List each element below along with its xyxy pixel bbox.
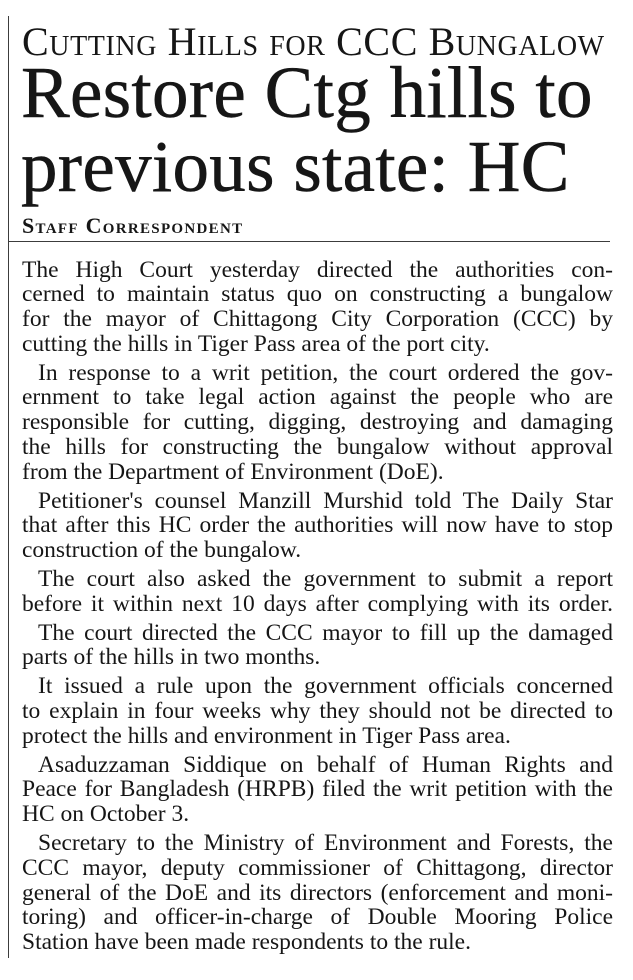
left-column-rule [8, 16, 9, 958]
body-line: The court also asked the government to submit a report [38, 566, 613, 593]
body-line: that after this HC order the authorities will now have to stop [22, 512, 613, 539]
body-line: ernment to take legal action against the people who are [22, 384, 613, 411]
byline: Staff Correspondent [22, 213, 244, 238]
body-line: toring) and officer-in-charge of Double Mooring Police [22, 904, 613, 931]
body-line: responsible for cutting, digging, destroying and damaging [22, 409, 613, 436]
body-line: HC on October 3. [22, 801, 190, 828]
body-line: Secretary to the Ministry of Environment and Forests, the [38, 830, 613, 857]
headline [21, 52, 593, 207]
body-line: The court directed the CCC mayor to fill up the damaged [38, 619, 613, 646]
body-line: before it within next 10 days after complying with its order. [22, 590, 613, 617]
body-line: parts of the hills in two months. [22, 644, 321, 671]
byline-rule [8, 241, 610, 242]
body-line: Petitioner's counsel Manzill Murshid told The Daily Star [38, 487, 613, 514]
article-body [22, 258, 613, 956]
body-line: to explain in four weeks why they should not be directed to [22, 698, 613, 725]
paragraph [22, 674, 613, 748]
body-line: cerned to maintain status quo on constructing a bungalow [22, 281, 613, 308]
kicker: Cutting Hills for CCC Bungalow [22, 19, 605, 64]
paragraph [22, 621, 613, 671]
body-line: the hills for constructing the bungalow without approval [22, 434, 613, 461]
paragraph [22, 489, 613, 563]
body-line: Station have been made respondents to the rule. [22, 929, 471, 956]
body-line: The High Court yesterday directed the authorities con- [22, 256, 613, 283]
body-line: for the mayor of Chittagong City Corporation (CCC) by [22, 306, 613, 333]
body-line: CCC mayor, deputy commissioner of Chittagong, director [22, 854, 613, 881]
headline-line-2: previous state: HC [21, 126, 570, 207]
paragraph [22, 258, 613, 357]
body-line: from the Department of Environment (DoE). [22, 458, 444, 485]
paragraph [22, 567, 613, 617]
paragraph [22, 831, 613, 955]
body-line: construction of the bungalow. [22, 537, 302, 564]
body-line: general of the DoE and its directors (enforcement and moni- [22, 879, 613, 906]
body-line: protect the hills and environment in Tiger Pass area. [22, 722, 511, 749]
body-line: cutting the hills in Tiger Pass area of the port city. [22, 330, 490, 357]
paragraph [22, 753, 613, 827]
body-line: It issued a rule upon the government officials concerned [38, 673, 613, 700]
body-line: In response to a writ petition, the court ordered the gov- [38, 359, 613, 386]
body-line: Peace for Bangladesh (HRPB) filed the writ petition with the [22, 776, 613, 803]
paragraph [22, 361, 613, 485]
headline-line-1: Restore Ctg hills to [21, 52, 593, 133]
body-line: Asaduzzaman Siddique on behalf of Human Rights and [38, 751, 613, 778]
